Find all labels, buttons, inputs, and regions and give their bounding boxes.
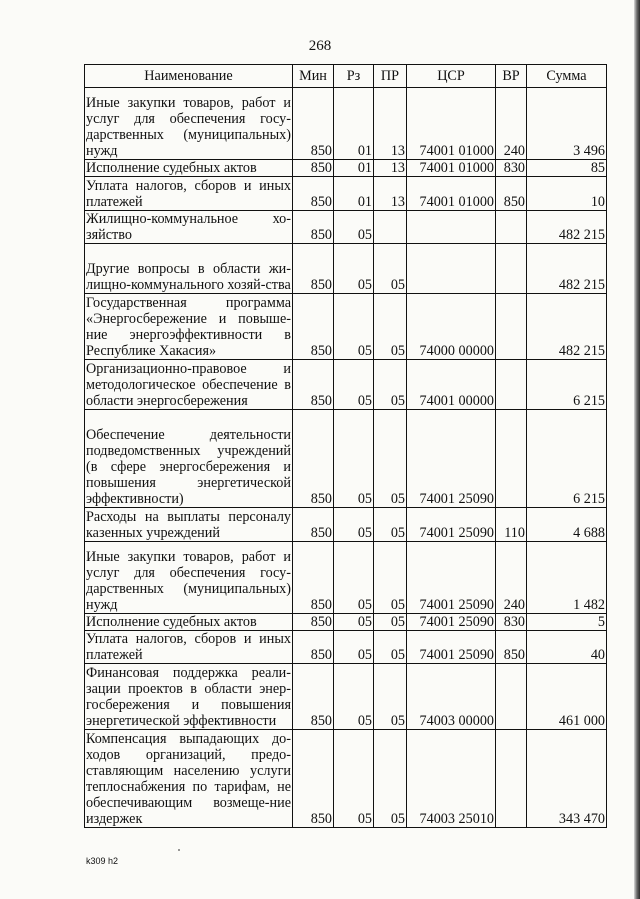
cell-csr: 74001 25090 bbox=[407, 410, 496, 508]
cell-vr bbox=[496, 410, 527, 508]
cell-min: 850 bbox=[293, 631, 334, 664]
table-row bbox=[85, 88, 607, 160]
cell-name: Компенсация выпадающих до-ходов организаций, предо-ставляющим населению услуги теплоснабжения по тарифам, не обеспечивающим возмеще-ние издержек bbox=[86, 731, 291, 827]
cell-vr bbox=[496, 211, 527, 244]
cell-sum: 40 bbox=[527, 631, 607, 664]
cell-pr: 05 bbox=[374, 542, 407, 614]
cell-name: Иные закупки товаров, работ и услуг для обеспечения госу-дарственных (муниципальных) нужд bbox=[85, 542, 293, 614]
cell-pr: 05 bbox=[374, 410, 407, 508]
cell-sum: 482 215 bbox=[527, 244, 607, 294]
budget-table bbox=[84, 64, 607, 828]
cell-csr bbox=[407, 211, 496, 244]
cell-vr: 240 bbox=[496, 88, 527, 160]
header-name: Наименование bbox=[85, 65, 293, 88]
cell-name: Исполнение судебных актов bbox=[85, 160, 293, 177]
cell-name: Расходы на выплаты персоналу казенных учреждений bbox=[86, 509, 291, 541]
cell-vr: 830 bbox=[496, 160, 527, 177]
table-row bbox=[85, 631, 607, 664]
cell-pr: 13 bbox=[374, 177, 407, 211]
cell-csr: 74001 01000 bbox=[407, 160, 496, 177]
cell-sum: 461 000 bbox=[527, 664, 607, 730]
cell-rz: 01 bbox=[334, 88, 374, 160]
cell-name: Исполнение судебных актов bbox=[85, 614, 293, 631]
cell-min: 850 bbox=[293, 88, 334, 160]
cell-min: 850 bbox=[293, 664, 334, 730]
cell-csr: 74001 01000 bbox=[407, 177, 496, 211]
cell-sum: 10 bbox=[527, 177, 607, 211]
cell-min: 850 bbox=[293, 294, 334, 360]
cell-name: Обеспечение деятельности подведомственных учреждений (в сфере энергосбережения и повышения энергетической эффективности) bbox=[85, 410, 293, 508]
cell-pr: 05 bbox=[374, 244, 407, 294]
cell-vr: 850 bbox=[496, 177, 527, 211]
cell-rz: 05 bbox=[334, 631, 374, 664]
cell-name: Иные закупки товаров, работ и услуг для обеспечения госу-дарственных (муниципальных) нужд bbox=[85, 88, 293, 160]
cell-rz: 05 bbox=[334, 730, 374, 828]
table-row bbox=[85, 730, 607, 828]
header-csr: ЦСР bbox=[407, 65, 496, 88]
cell-pr: 05 bbox=[374, 294, 407, 360]
cell-pr: 05 bbox=[374, 360, 407, 410]
header-rz: Рз bbox=[334, 65, 374, 88]
table-row bbox=[85, 211, 607, 244]
table-row bbox=[85, 244, 607, 294]
cell-vr: 240 bbox=[496, 542, 527, 614]
cell-rz: 05 bbox=[334, 542, 374, 614]
cell-sum: 6 215 bbox=[527, 360, 607, 410]
cell-min: 850 bbox=[293, 360, 334, 410]
cell-sum: 4 688 bbox=[527, 508, 607, 542]
cell-rz: 05 bbox=[334, 508, 374, 542]
cell-pr: 05 bbox=[374, 730, 407, 828]
cell-vr bbox=[496, 244, 527, 294]
cell-pr: 05 bbox=[374, 631, 407, 664]
cell-csr: 74003 00000 bbox=[407, 664, 496, 730]
cell-min: 850 bbox=[293, 244, 334, 294]
cell-min: 850 bbox=[293, 730, 334, 828]
cell-csr: 74003 25010 bbox=[407, 730, 496, 828]
scan-edge-shadow bbox=[634, 0, 640, 899]
cell-csr: 74001 01000 bbox=[407, 88, 496, 160]
cell-name: Организационно-правовое и методологическое обеспечение в области энергосбережения bbox=[86, 361, 291, 409]
cell-sum: 343 470 bbox=[527, 730, 607, 828]
cell-vr bbox=[496, 664, 527, 730]
cell-csr: 74000 00000 bbox=[407, 294, 496, 360]
cell-vr bbox=[496, 294, 527, 360]
cell-rz: 05 bbox=[334, 664, 374, 730]
cell-pr bbox=[374, 211, 407, 244]
cell-rz: 05 bbox=[334, 410, 374, 508]
table-row bbox=[85, 160, 607, 177]
cell-rz: 05 bbox=[334, 244, 374, 294]
footer-code: k309 h2 bbox=[86, 856, 119, 866]
cell-csr bbox=[407, 244, 496, 294]
cell-min: 850 bbox=[293, 160, 334, 177]
cell-pr: 05 bbox=[374, 508, 407, 542]
table-row bbox=[85, 614, 607, 631]
cell-sum: 482 215 bbox=[527, 294, 607, 360]
cell-rz: 01 bbox=[334, 177, 374, 211]
cell-sum: 1 482 bbox=[527, 542, 607, 614]
table-row bbox=[85, 664, 607, 730]
table-row bbox=[85, 410, 607, 508]
cell-vr: 850 bbox=[496, 631, 527, 664]
cell-min: 850 bbox=[293, 614, 334, 631]
cell-pr: 13 bbox=[374, 88, 407, 160]
cell-rz: 01 bbox=[334, 160, 374, 177]
page-number: 268 bbox=[308, 38, 332, 54]
cell-sum: 5 bbox=[527, 614, 607, 631]
cell-pr: 05 bbox=[374, 664, 407, 730]
cell-vr bbox=[496, 360, 527, 410]
cell-csr: 74001 25090 bbox=[407, 614, 496, 631]
cell-rz: 05 bbox=[334, 614, 374, 631]
header-min: Мин bbox=[293, 65, 334, 88]
cell-rz: 05 bbox=[334, 294, 374, 360]
cell-name: Жилищно-коммунальное хо-зяйство bbox=[86, 211, 291, 243]
cell-name: Уплата налогов, сборов и иных платежей bbox=[86, 178, 291, 210]
table-body bbox=[85, 88, 607, 828]
cell-min: 850 bbox=[293, 542, 334, 614]
table-header-row bbox=[85, 65, 607, 88]
cell-sum: 6 215 bbox=[527, 410, 607, 508]
scan-speck bbox=[178, 849, 180, 851]
cell-csr: 74001 25090 bbox=[407, 508, 496, 542]
cell-pr: 05 bbox=[374, 614, 407, 631]
cell-vr bbox=[496, 730, 527, 828]
cell-vr: 110 bbox=[496, 508, 527, 542]
cell-rz: 05 bbox=[334, 211, 374, 244]
cell-csr: 74001 00000 bbox=[407, 360, 496, 410]
cell-csr: 74001 25090 bbox=[407, 631, 496, 664]
cell-rz: 05 bbox=[334, 360, 374, 410]
cell-min: 850 bbox=[293, 508, 334, 542]
table-row bbox=[85, 177, 607, 211]
cell-sum: 85 bbox=[527, 160, 607, 177]
cell-sum: 3 496 bbox=[527, 88, 607, 160]
header-vr: ВР bbox=[496, 65, 527, 88]
header-pr: ПР bbox=[374, 65, 407, 88]
table-row bbox=[85, 360, 607, 410]
cell-vr: 830 bbox=[496, 614, 527, 631]
cell-name: Финансовая поддержка реали-зации проектов в области энер-госбережения и повышения энергетической эффективности bbox=[86, 665, 291, 729]
header-sum: Сумма bbox=[527, 65, 607, 88]
cell-sum: 482 215 bbox=[527, 211, 607, 244]
cell-min: 850 bbox=[293, 211, 334, 244]
cell-min: 850 bbox=[293, 410, 334, 508]
cell-name: Государственная программа «Энергосбережение и повыше-ние энергоэффективности в Республике Хакасия» bbox=[86, 295, 291, 359]
cell-name: Уплата налогов, сборов и иных платежей bbox=[86, 631, 291, 663]
cell-csr: 74001 25090 bbox=[407, 542, 496, 614]
table-row bbox=[85, 294, 607, 360]
cell-min: 850 bbox=[293, 177, 334, 211]
cell-pr: 13 bbox=[374, 160, 407, 177]
cell-name: Другие вопросы в области жи-лищно-коммунального хозяй-ства bbox=[85, 244, 293, 294]
table-row bbox=[85, 508, 607, 542]
table-row bbox=[85, 542, 607, 614]
